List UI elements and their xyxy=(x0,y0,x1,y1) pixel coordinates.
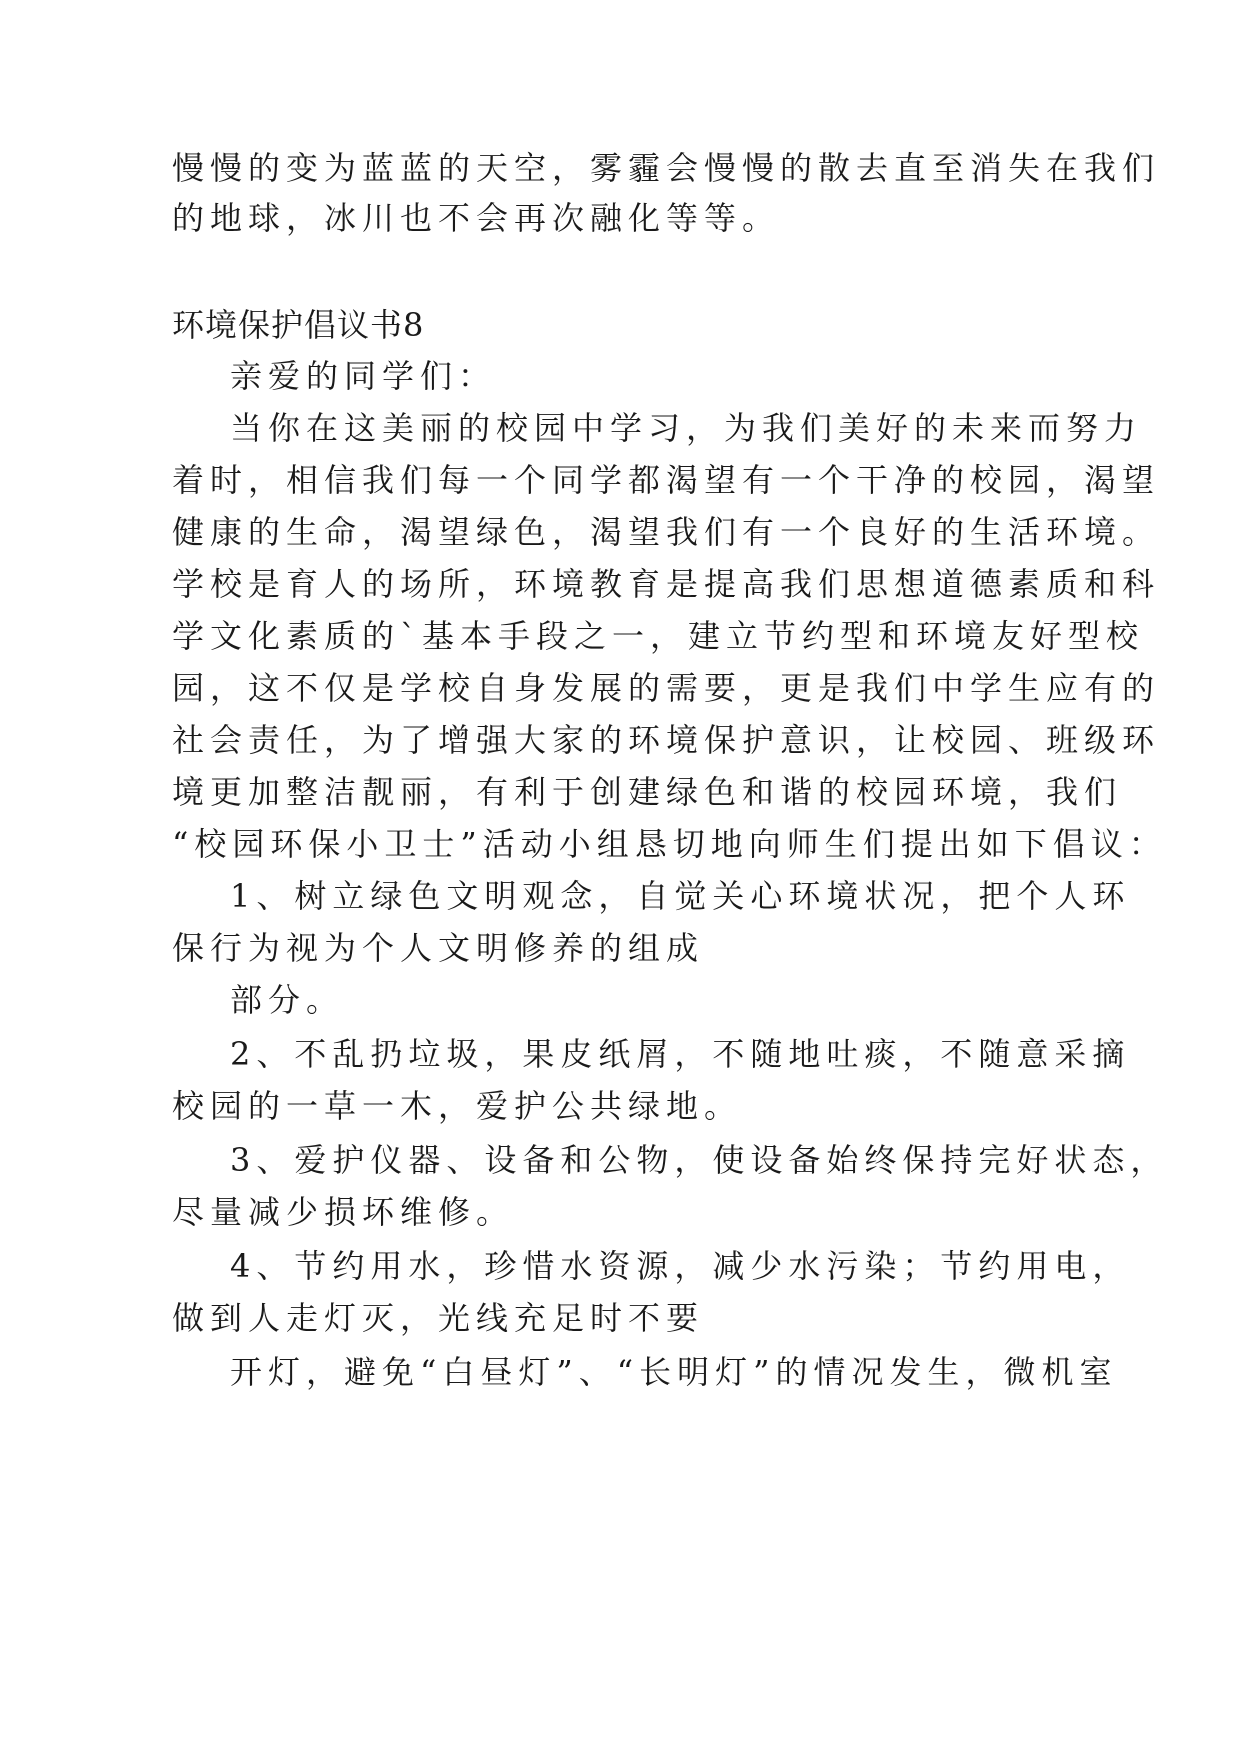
list-item-text: 1、树立绿色文明观念，自觉关心环境状况，把个人环 xyxy=(230,877,1131,915)
body-text-line: 学校是育人的场所，环境教育是提高我们思想道德素质和科 xyxy=(172,565,1161,603)
body-text-line: 着时，相信我们每一个同学都渴望有一个干净的校园，渴望 xyxy=(172,461,1161,499)
body-text-line: 慢慢的变为蓝蓝的天空，雾霾会慢慢的散去直至消失在我们 xyxy=(172,149,1161,187)
body-text-line: 的地球，冰川也不会再次融化等等。 xyxy=(172,199,781,237)
body-text-line: 健康的生命，渴望绿色，渴望我们有一个良好的生活环境。 xyxy=(172,513,1161,551)
body-text-line: 当你在这美丽的校园中学习，为我们美好的未来而努力 xyxy=(230,409,1143,447)
list-item-text: 保行为视为个人文明修养的组成 xyxy=(172,929,705,967)
list-item-text: 校园的一草一木，爱护公共绿地。 xyxy=(172,1087,743,1125)
salutation: 亲爱的同学们： xyxy=(230,357,497,395)
list-item-text: 做到人走灯灭，光线充足时不要 xyxy=(172,1299,705,1337)
list-item-text: 3、爱护仪器、设备和公物，使设备始终保持完好状态， xyxy=(230,1141,1169,1179)
list-item-text: 4、节约用水，珍惜水资源，减少水污染；节约用电， xyxy=(230,1247,1131,1285)
body-text-line: 社会责任，为了增强大家的环境保护意识，让校园、班级环 xyxy=(172,721,1161,759)
list-item-text: 尽量减少损坏维修。 xyxy=(172,1193,515,1231)
body-text-line: “校园环保小卫士”活动小组恳切地向师生们提出如下倡议： xyxy=(172,825,1167,863)
body-text-line: 境更加整洁靓丽，有利于创建绿色和谐的校园环境，我们 xyxy=(172,773,1123,811)
list-item-text: 2、不乱扔垃圾，果皮纸屑，不随地吐痰，不随意采摘 xyxy=(230,1035,1131,1073)
section-title: 环境保护倡议书8 xyxy=(172,306,425,344)
list-item-text: 部分。 xyxy=(230,981,345,1019)
body-text-line: 园，这不仅是学校自身发展的需要，更是我们中学生应有的 xyxy=(172,669,1161,707)
list-item-text: 开灯，避免“白昼灯”、“长明灯”的情况发生，微机室 xyxy=(230,1353,1118,1391)
body-text-line: 学文化素质的`基本手段之一，建立节约型和环境友好型校 xyxy=(172,617,1145,655)
